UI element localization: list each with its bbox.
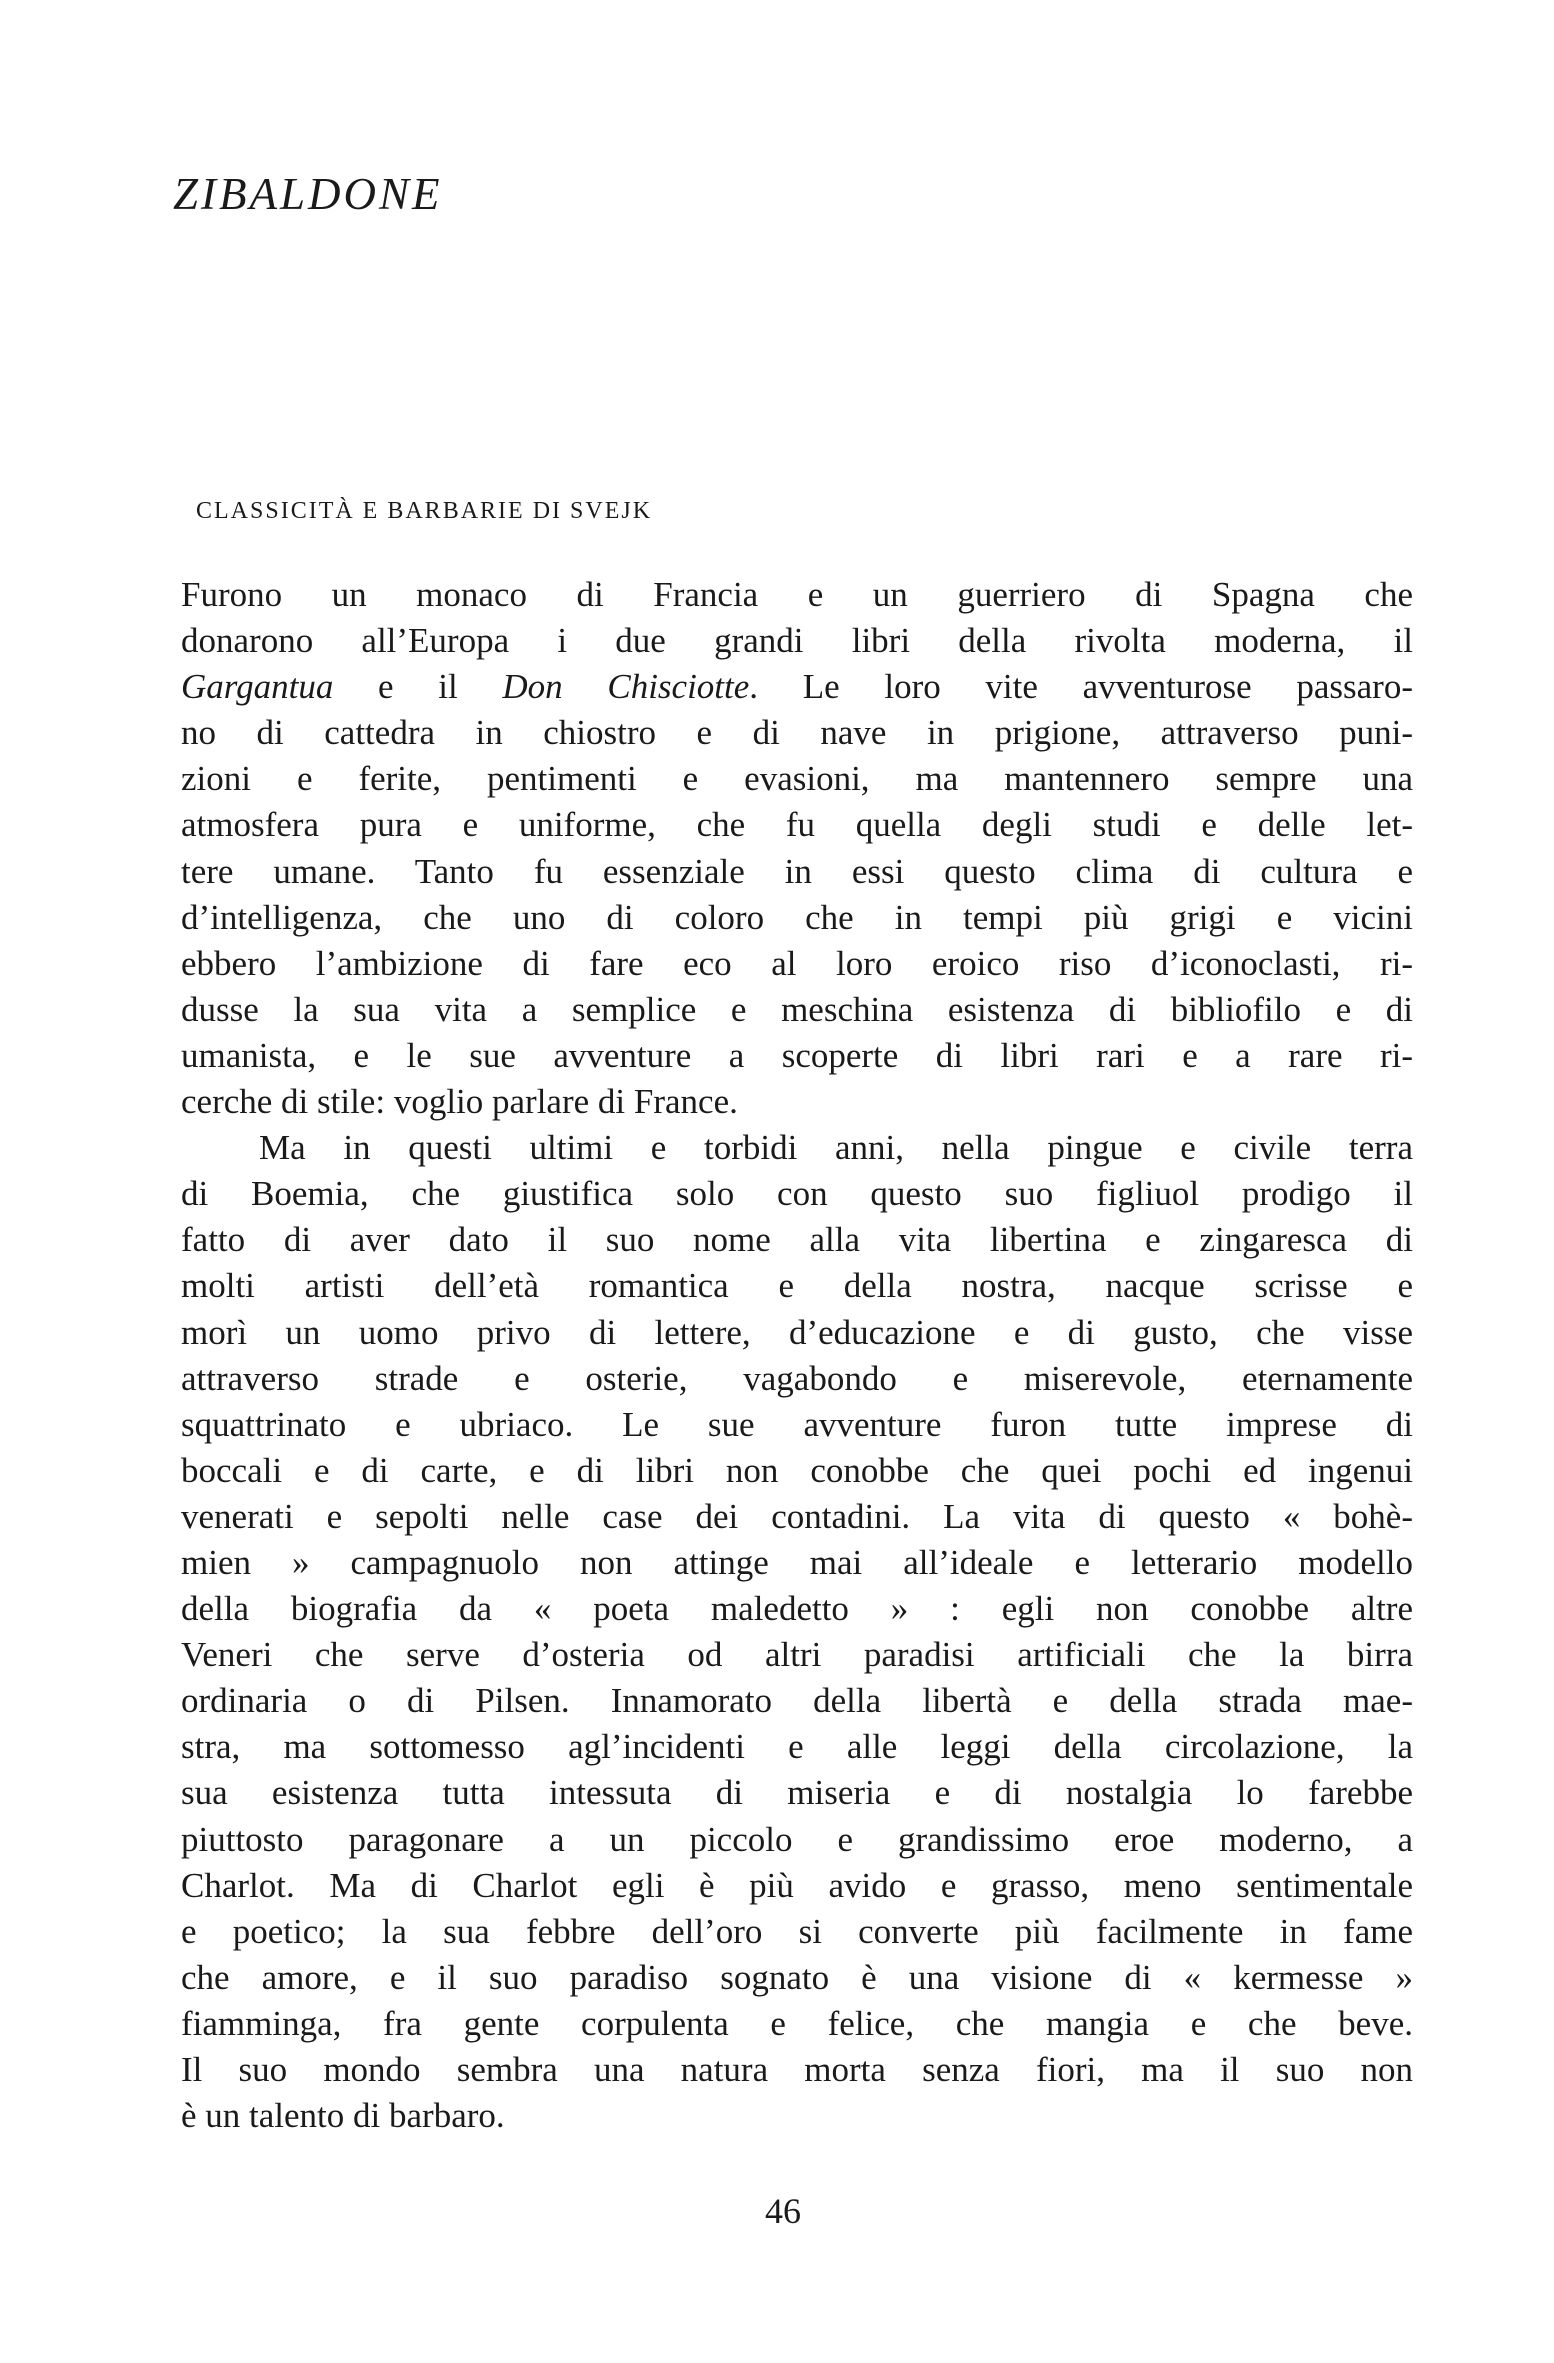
text-line: fatto di aver dato il suo nome alla vita libertina e zingaresca di bbox=[181, 1220, 1413, 1260]
page-number: 46 bbox=[765, 2191, 801, 2231]
text-line: Il suo mondo sembra una natura morta senza fiori, ma il suo non bbox=[181, 2050, 1413, 2089]
text-line: d’intelligenza, che uno di coloro che in tempi più grigi e vicini bbox=[181, 897, 1413, 937]
text-line: Gargantua e il Don Chisciotte. Le loro vite avventurose passaro- bbox=[181, 667, 1413, 707]
text-line: venerati e sepolti nelle case dei contadini. La vita di questo « bohè- bbox=[181, 1496, 1413, 1536]
text-line: fiamminga, fra gente corpulenta e felice, che mangia e che beve. bbox=[181, 2003, 1413, 2043]
text-line: piuttosto paragonare a un piccolo e grandissimo eroe moderno, a bbox=[181, 1819, 1413, 1859]
text-line: di Boemia, che giustifica solo con questo suo figliuol prodigo il bbox=[181, 1174, 1413, 1214]
text-line: ebbero l’ambizione di fare eco al loro eroico riso d’iconoclasti, ri- bbox=[181, 943, 1413, 983]
text-line: Ma in questi ultimi e torbidi anni, nella pingue e civile terra bbox=[259, 1128, 1413, 1168]
text-line: della biografia da « poeta maledetto » : egli non conobbe altre bbox=[181, 1589, 1413, 1629]
text-line: stra, ma sottomesso agl’incidenti e alle leggi della circolazione, la bbox=[181, 1727, 1413, 1767]
text-line: no di cattedra in chiostro e di nave in prigione, attraverso puni- bbox=[181, 713, 1413, 753]
text-line: atmosfera pura e uniforme, che fu quella degli studi e delle let- bbox=[181, 805, 1413, 845]
text-line: Furono un monaco di Francia e un guerriero di Spagna che bbox=[181, 575, 1413, 614]
text-line: cerche di stile: voglio parlare di France. bbox=[181, 1082, 738, 1122]
text-line: ordinaria o di Pilsen. Innamorato della libertà e della strada mae- bbox=[181, 1681, 1413, 1721]
text-line: dusse la sua vita a semplice e meschina esistenza di bibliofilo e di bbox=[181, 989, 1413, 1029]
text-line: donarono all’Europa i due grandi libri della rivolta moderna, il bbox=[181, 621, 1413, 661]
text-line: che amore, e il suo paradiso sognato è una visione di « kermesse » bbox=[181, 1957, 1413, 1997]
text-line: morì un uomo privo di lettere, d’educazione e di gusto, che visse bbox=[181, 1312, 1413, 1352]
running-title: ZIBALDONE bbox=[173, 169, 443, 219]
text-line: boccali e di carte, e di libri non conobbe che quei pochi ed ingenui bbox=[181, 1450, 1413, 1490]
body-text bbox=[181, 572, 1413, 2139]
text-line: Veneri che serve d’osteria od altri paradisi artificiali che la birra bbox=[181, 1635, 1413, 1675]
text-line: sua esistenza tutta intessuta di miseria e di nostalgia lo farebbe bbox=[181, 1773, 1413, 1813]
text-line: tere umane. Tanto fu essenziale in essi questo clima di cultura e bbox=[181, 851, 1413, 891]
text-line: mien » campagnuolo non attinge mai all’ideale e letterario modello bbox=[181, 1542, 1413, 1582]
book-title-gargantua: Gargantua bbox=[181, 667, 334, 707]
text-line: attraverso strade e osterie, vagabondo e miserevole, eternamente bbox=[181, 1358, 1413, 1398]
text-line: è un talento di barbaro. bbox=[181, 2096, 505, 2136]
text-line: squattrinato e ubriaco. Le sue avventure furon tutte imprese di bbox=[181, 1404, 1413, 1444]
book-title-don-chisciotte: Don Chisciotte bbox=[502, 667, 750, 707]
text-line: e poetico; la sua febbre dell’oro si converte più facilmente in fame bbox=[181, 1911, 1413, 1951]
text-line: molti artisti dell’età romantica e della nostra, nacque scrisse e bbox=[181, 1266, 1413, 1306]
text-line: Charlot. Ma di Charlot egli è più avido e grasso, meno sentimentale bbox=[181, 1865, 1413, 1905]
text-line: zioni e ferite, pentimenti e evasioni, ma mantennero sempre una bbox=[181, 759, 1413, 799]
text-line: umanista, e le sue avventure a scoperte di libri rari e a rare ri- bbox=[181, 1035, 1413, 1075]
section-title: CLASSICITÀ E BARBARIE DI SVEJK bbox=[196, 498, 653, 524]
